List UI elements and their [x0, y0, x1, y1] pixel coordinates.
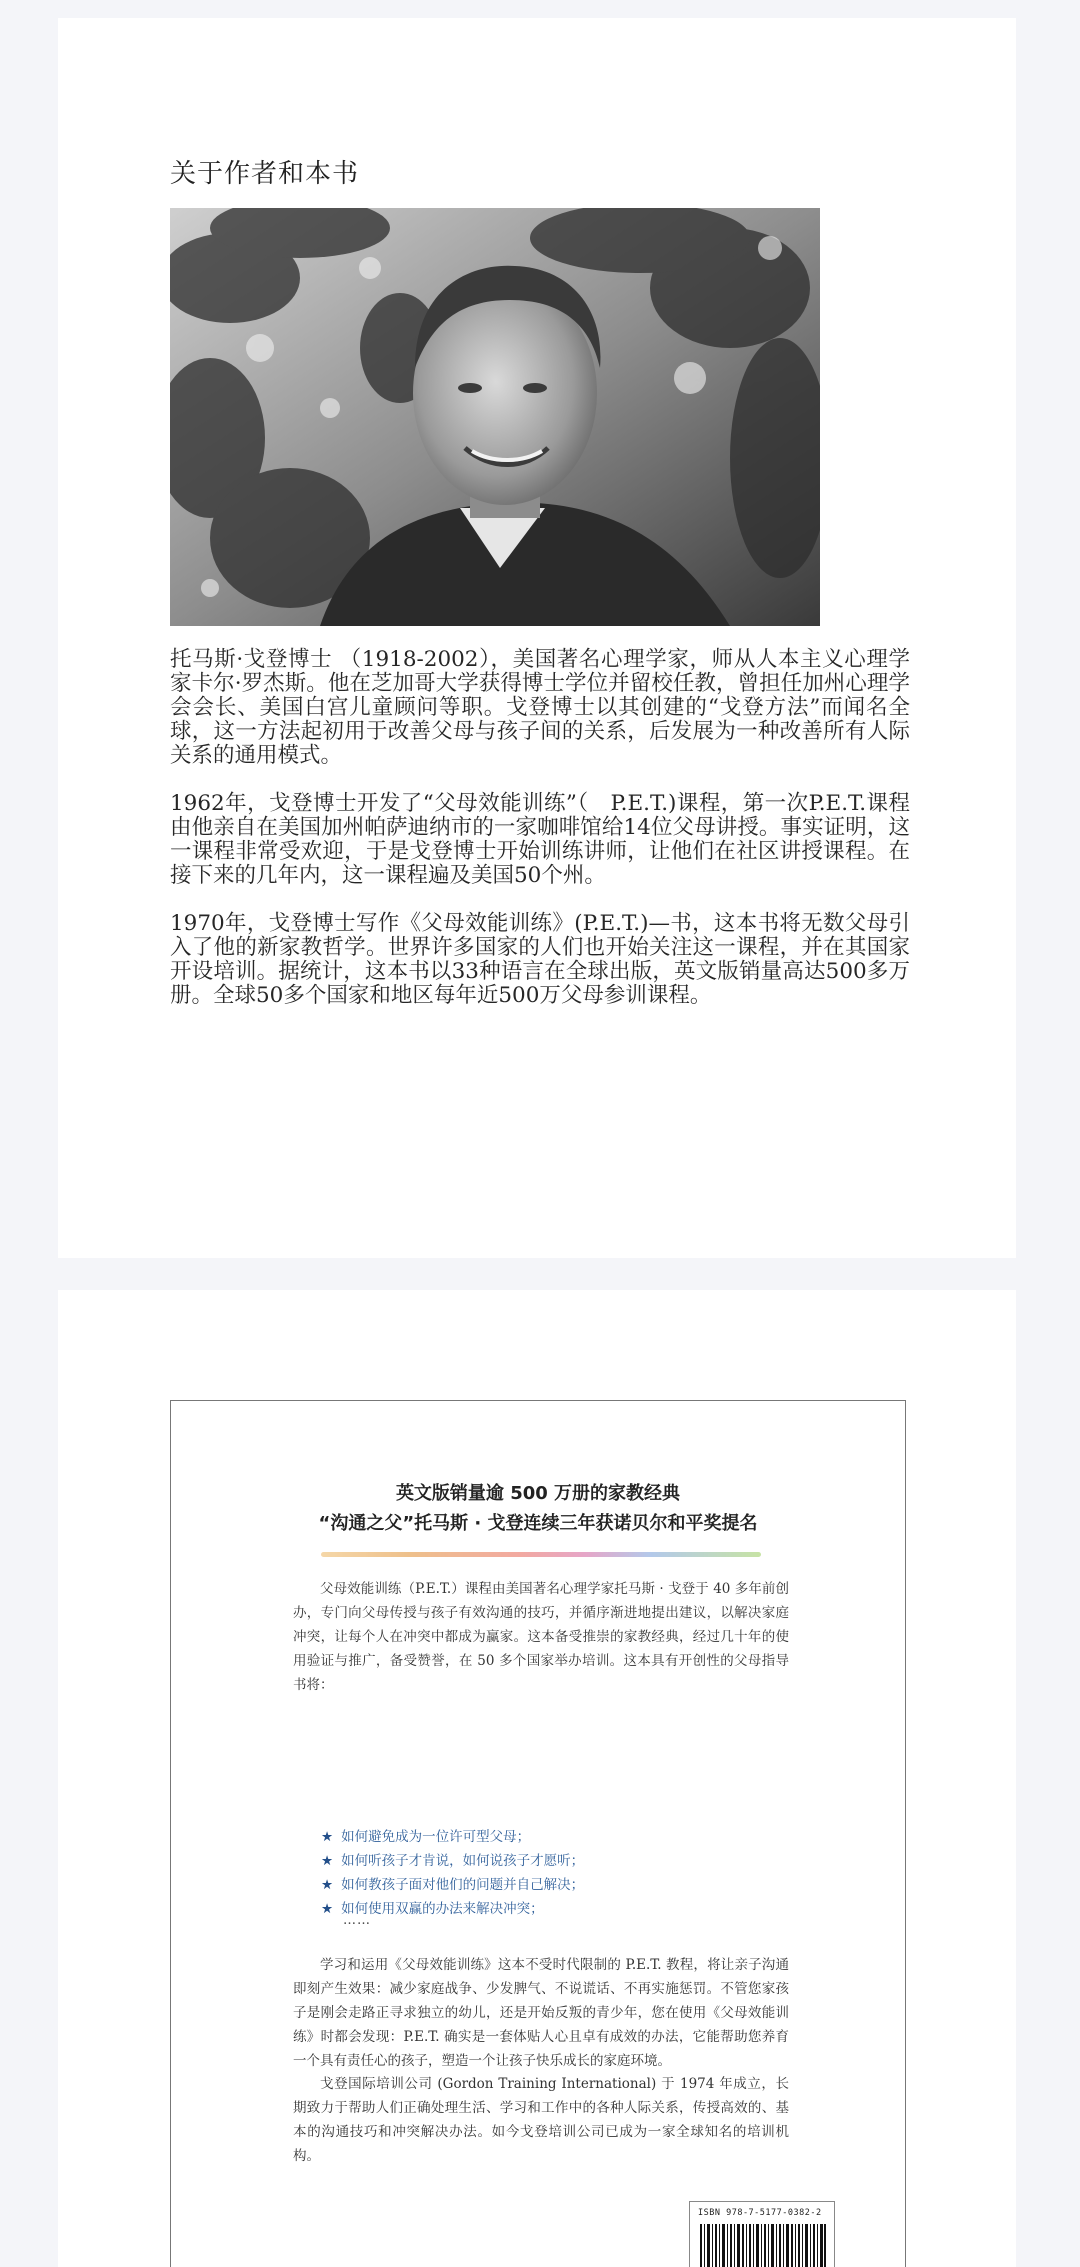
- list-item-text: 如何避免成为一位许可型父母；: [341, 1829, 531, 1845]
- author-photo-image: [170, 208, 820, 626]
- section-title: 关于作者和本书: [170, 159, 360, 189]
- bio-paragraph-2: 1962年，戈登博士开发了“父母效能训练”（ P.E.T.)课程，第一次P.E.T.课程由他亲自在美国加州帕萨迪纳市的一家咖啡馆给14位父母讲授。事实证明，这一课程非常受欢迎，于是戈登博士开始训练讲师，让他们在社区讲授课程。在接下来的几年内，这一课程遍及美国50个州。: [170, 791, 910, 888]
- bio-paragraph-1: 托马斯·戈登博士 （1918-2002），美国著名心理学家，师从人本主义心理学家卡尔·罗杰斯。他在芝加哥大学获得博士学位并留校任教，曾担任加州心理学会会长、美国白宫儿童顾问等职。戈登博士以其创建的“戈登方法”而闻名全球，这一方法起初用于改善父母与孩子间的关系，后发展为一种改善所有人际关系的通用模式。: [170, 647, 910, 768]
- list-item: [321, 1849, 781, 1873]
- isbn-number: ISBN 978-7-5177-0382-2: [698, 2208, 822, 2218]
- cover-paragraph-3: 戈登国际培训公司 (Gordon Training International) 于 1974 年成立，长期致力于帮助人们正确处理生活、学习和工作中的各种人际关系，传授高效的、基本的沟通技巧和冲突解决办法。如今戈登培训公司已成为一家全球知名的培训机构。: [293, 2076, 789, 2164]
- list-item-text: 如何听孩子才肯说，如何说孩子才愿听；: [341, 1853, 585, 1869]
- list-item: [321, 1873, 781, 1897]
- decorative-divider: [321, 1552, 761, 1557]
- cover-intro-paragraph: 父母效能训练（P.E.T.）课程由美国著名心理学家托马斯 · 戈登于 40 多年前创办，专门向父母传授与孩子有效沟通的技巧，并循序渐进地提出建议，以解决家庭冲突，让每个人在冲突中都成为赢家。这本备受推崇的家教经典，经过几十年的使用验证与推广，备受赞誉，在 50 多个国家举办培训。这本具有开创性的父母指导书将：: [293, 1581, 789, 1693]
- star-icon: ★: [321, 1901, 334, 1917]
- cover-paragraph-2: 学习和运用《父母效能训练》这本不受时代限制的 P.E.T. 教程，将让亲子沟通即刻产生效果：减少家庭战争、少发脾气、不说谎话、不再实施惩罚。不管您家孩子是刚会走路正寻求独立的幼儿，还是开始反叛的青少年，您在使用《父母效能训练》时都会发现：P.E.T. 确实是一套体贴人心且卓有成效的办法，它能帮助您养育一个具有责任心的孩子，塑造一个让孩子快乐成长的家庭环境。: [293, 1957, 789, 2069]
- author-photo: [170, 208, 820, 626]
- list-item-text: 如何使用双赢的办法来解决冲突；: [341, 1901, 544, 1917]
- list-ellipsis: ……: [343, 1913, 371, 1928]
- star-icon: ★: [321, 1853, 334, 1869]
- star-icon: ★: [321, 1877, 334, 1893]
- cover-headline-2: “沟通之父”托马斯 · 戈登连续三年获诺贝尔和平奖提名: [318, 1513, 758, 1534]
- bio-paragraph-3: 1970年，戈登博士写作《父母效能训练》(P.E.T.)—书，这本书将无数父母引入了他的新家教哲学。世界许多国家的人们也开始关注这一课程，并在其国家开设培训。据统计，这本书以33种语言在全球出版，英文版销量高达500多万册。全球50多个国家和地区每年近500万父母参训课程。: [170, 911, 910, 1008]
- list-item: [321, 1825, 781, 1849]
- barcode-icon: [700, 2224, 826, 2267]
- list-item: [321, 1897, 781, 1921]
- cover-headline-1: 英文版销量逾 500 万册的家教经典: [395, 1483, 681, 1504]
- author-bio: [170, 648, 910, 1032]
- document-page-1: [58, 18, 1016, 1258]
- book-back-cover: [170, 1400, 906, 2267]
- isbn-barcode-box: [689, 2201, 835, 2267]
- list-item-text: 如何教孩子面对他们的问题并自己解决；: [341, 1877, 585, 1893]
- feature-list: [321, 1825, 781, 1921]
- document-page-2: [58, 1290, 1016, 2267]
- star-icon: ★: [321, 1829, 334, 1845]
